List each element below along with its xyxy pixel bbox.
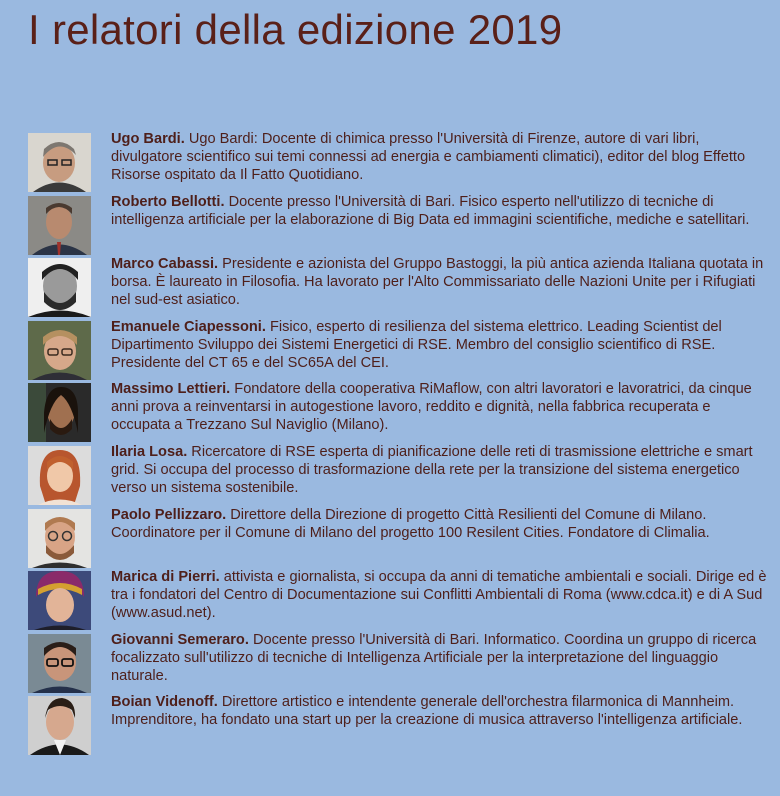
speaker-bio: [111, 130, 768, 184]
speaker-photo: [28, 509, 91, 568]
speaker-name: Boian Videnoff.: [111, 694, 218, 711]
speaker-item: [28, 506, 768, 569]
speaker-photo: [28, 258, 91, 317]
speaker-name: Ilaria Losa.: [111, 443, 188, 460]
page-title: I relatori della edizione 2019: [28, 6, 563, 53]
speaker-photo: [28, 696, 91, 755]
speaker-description: Docente presso l'Università di Bari. Informatico. Coordina un gruppo di ricerca focalizzato sull'utilizzo di tecniche di Intelligenza Artificiale per la interpretazione del linguaggio naturale.: [111, 631, 757, 684]
speaker-description: Fondatore della cooperativa RiMaflow, con altri lavoratori e lavoratrici, da cinque anni prova a reinventarsi in autogestione lavoro, reddito e dignità, nella fabbrica recuperata e occupata a Trezzano Sul Naviglio (Milano).: [111, 381, 752, 434]
speaker-description: Fisico, esperto di resilienza del sistema elettrico. Leading Scientist del Dipartimento Sviluppo dei Sistemi Energetici di RSE. Membro del consiglio scientifico di RSE. Presidente del CT 65 e del SC65A del CEI.: [111, 318, 722, 371]
speaker-name: Marica di Pierri.: [111, 569, 220, 586]
speaker-bio: [111, 255, 768, 309]
speaker-description: Ricercatore di RSE esperta di pianificazione delle reti di trasmissione elettriche e smart grid. Si occupa del processo di trasformazione della rete per la transizione del sistema energetico verso un sistema sostenibile.: [111, 443, 753, 496]
speaker-bio: [111, 318, 768, 372]
speaker-description: Presidente e azionista del Gruppo Bastoggi, la più antica azienda Italiana quotata in borsa. È laureato in Filosofia. Ha lavorato per l'Alto Commissariato delle Nazioni Unite per i Rifugiati nel sud-est asiatico.: [111, 256, 764, 309]
speaker-name: Paolo Pellizzaro.: [111, 506, 227, 523]
speaker-bio: [111, 568, 768, 622]
speaker-item: [28, 568, 768, 631]
speaker-photo: [28, 133, 91, 192]
speaker-description: Ugo Bardi: Docente di chimica presso l'Università di Firenze, autore di vari libri, divulgatore scientifico sui temi connessi ad energia e cambiamenti climatici), editor del blog Effetto Risorse ospitato da Il Fatto Quotidiano.: [111, 131, 746, 183]
speaker-item: [28, 443, 768, 506]
speaker-name: Giovanni Semeraro.: [111, 631, 249, 648]
speaker-photo: [28, 321, 91, 380]
speaker-photo: [28, 446, 91, 505]
speaker-item: [28, 193, 768, 256]
speaker-list: [28, 130, 768, 756]
speaker-bio: [111, 380, 768, 434]
speaker-bio: [111, 193, 768, 229]
speaker-description: Direttore artistico e intendente generale dell'orchestra filarmonica di Mannheim. Imprenditore, ha fondato una start up per la creazione di musica attraverso l'intelligenza artificiale.: [111, 694, 743, 729]
speaker-name: Massimo Lettieri.: [111, 381, 231, 398]
speaker-name: Roberto Bellotti.: [111, 193, 225, 210]
speaker-item: [28, 631, 768, 694]
speaker-bio: [111, 693, 768, 729]
speaker-item: [28, 380, 768, 443]
speaker-item: [28, 318, 768, 381]
speaker-photo: [28, 634, 91, 693]
speaker-name: Emanuele Ciapessoni.: [111, 318, 266, 335]
speaker-item: [28, 693, 768, 756]
speaker-photo: [28, 196, 91, 255]
speaker-photo: [28, 571, 91, 630]
speaker-item: [28, 255, 768, 318]
speaker-description: Direttore della Direzione di progetto Città Resilienti del Comune di Milano. Coordinatore per il Comune di Milano del progetto 100 Resilent Cities. Fondatore di Climalia.: [111, 506, 710, 541]
speaker-name: Marco Cabassi.: [111, 256, 219, 273]
speaker-description: Docente presso l'Università di Bari. Fisico esperto nell'utilizzo di tecniche di intelligenza artificiale per la elaborazione di Big Data ed immagini scientifiche, mediche e satellitari.: [111, 193, 750, 228]
speaker-description: attivista e giornalista, si occupa da anni di tematiche ambientali e sociali. Dirige ed è tra i fondatori del Centro di Documentazione sui Conflitti Ambientali di Roma (www.cdca.it) e di A Sud (www.asud.net).: [111, 569, 767, 622]
speaker-bio: [111, 631, 768, 685]
speaker-name: Ugo Bardi.: [111, 131, 185, 147]
speaker-bio: [111, 506, 768, 542]
speaker-photo: [28, 383, 91, 442]
speaker-item: [28, 130, 768, 193]
speaker-bio: [111, 443, 768, 497]
